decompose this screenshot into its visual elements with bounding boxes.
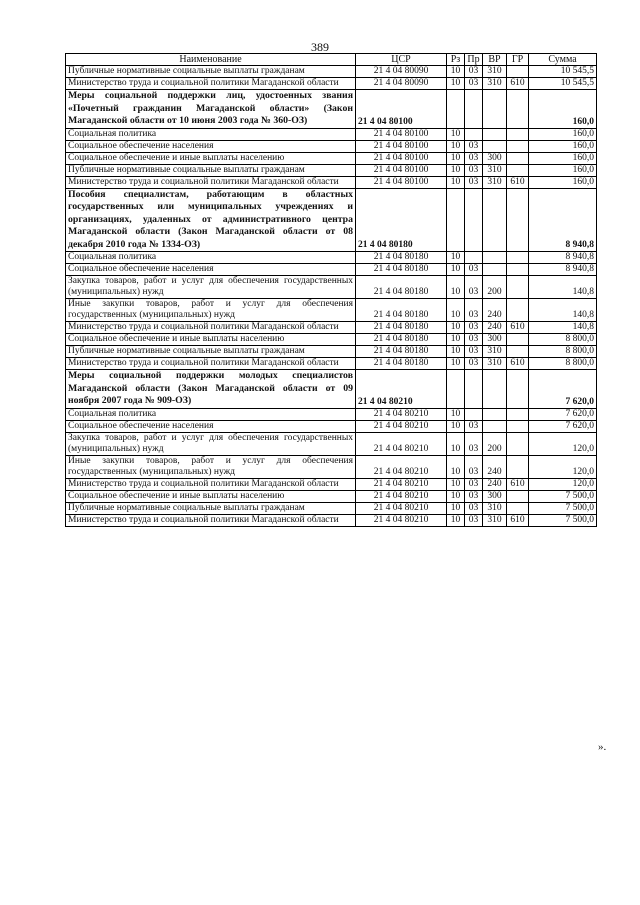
row-csr: 21 4 04 80180 bbox=[356, 299, 447, 322]
row-sum: 8 800,0 bbox=[529, 346, 597, 358]
row-pr bbox=[465, 252, 483, 264]
row-gr bbox=[507, 502, 529, 514]
row-vr: 240 bbox=[483, 455, 507, 478]
row-pr bbox=[465, 128, 483, 140]
row-vr bbox=[483, 90, 507, 129]
row-gr bbox=[507, 455, 529, 478]
row-rz: 10 bbox=[447, 346, 465, 358]
row-pr: 03 bbox=[465, 66, 483, 78]
row-sum: 160,0 bbox=[529, 90, 597, 129]
row-vr: 310 bbox=[483, 514, 507, 526]
row-csr: 21 4 04 80180 bbox=[356, 322, 447, 334]
row-csr: 21 4 04 80180 bbox=[356, 334, 447, 346]
row-gr bbox=[507, 370, 529, 409]
table-row bbox=[66, 346, 597, 358]
row-gr bbox=[507, 164, 529, 176]
row-pr: 03 bbox=[465, 78, 483, 90]
row-vr: 310 bbox=[483, 66, 507, 78]
row-csr: 21 4 04 80180 bbox=[356, 346, 447, 358]
row-name: Закупка товаров, работ и услуг для обеспечения государственных (муниципальных) нужд bbox=[66, 432, 356, 455]
row-name: Социальное обеспечение и иные выплаты населению bbox=[66, 152, 356, 164]
row-vr bbox=[483, 128, 507, 140]
table-row bbox=[66, 478, 597, 490]
row-sum: 160,0 bbox=[529, 140, 597, 152]
row-csr: 21 4 04 80180 bbox=[356, 264, 447, 276]
row-sum: 120,0 bbox=[529, 455, 597, 478]
row-rz: 10 bbox=[447, 420, 465, 432]
row-name: Пособия специалистам, работающим в областных государственных или муниципальных учреждениях и организациях, удаленных от административного центра Магаданской области (Закон Магаданской области от 08 декабря 2010 года № 1334-ОЗ) bbox=[66, 188, 356, 252]
row-gr: 610 bbox=[507, 78, 529, 90]
row-pr: 03 bbox=[465, 478, 483, 490]
row-pr bbox=[465, 90, 483, 129]
row-gr: 610 bbox=[507, 478, 529, 490]
row-sum: 8 940,8 bbox=[529, 188, 597, 252]
table-row bbox=[66, 176, 597, 188]
row-name: Министерство труда и социальной политики Магаданской области bbox=[66, 78, 356, 90]
row-name: Социальное обеспечение и иные выплаты населению bbox=[66, 334, 356, 346]
row-vr: 300 bbox=[483, 152, 507, 164]
row-gr bbox=[507, 334, 529, 346]
row-rz: 10 bbox=[447, 502, 465, 514]
row-csr: 21 4 04 80210 bbox=[356, 455, 447, 478]
row-pr bbox=[465, 370, 483, 409]
row-sum: 160,0 bbox=[529, 152, 597, 164]
row-sum: 10 545,5 bbox=[529, 66, 597, 78]
row-sum: 7 620,0 bbox=[529, 420, 597, 432]
row-vr: 310 bbox=[483, 176, 507, 188]
row-rz: 10 bbox=[447, 514, 465, 526]
row-vr: 240 bbox=[483, 299, 507, 322]
table-row bbox=[66, 358, 597, 370]
row-vr bbox=[483, 188, 507, 252]
row-rz: 10 bbox=[447, 176, 465, 188]
row-csr: 21 4 04 80210 bbox=[356, 514, 447, 526]
table-row bbox=[66, 432, 597, 455]
row-pr: 03 bbox=[465, 152, 483, 164]
row-rz bbox=[447, 370, 465, 409]
row-name: Закупка товаров, работ и услуг для обеспечения государственных (муниципальных) нужд bbox=[66, 276, 356, 299]
row-pr: 03 bbox=[465, 514, 483, 526]
row-rz: 10 bbox=[447, 78, 465, 90]
table-row bbox=[66, 78, 597, 90]
row-gr bbox=[507, 420, 529, 432]
table-row bbox=[66, 140, 597, 152]
table-row bbox=[66, 408, 597, 420]
table-row bbox=[66, 128, 597, 140]
row-name: Социальная политика bbox=[66, 128, 356, 140]
row-sum: 160,0 bbox=[529, 176, 597, 188]
page-number: 389 bbox=[311, 40, 329, 54]
table-header-row bbox=[66, 54, 597, 66]
row-name: Социальное обеспечение и иные выплаты населению bbox=[66, 490, 356, 502]
row-csr: 21 4 04 80210 bbox=[356, 490, 447, 502]
row-csr: 21 4 04 80210 bbox=[356, 370, 447, 409]
row-name: Социальное обеспечение населения bbox=[66, 264, 356, 276]
row-sum: 160,0 bbox=[529, 164, 597, 176]
row-sum: 7 620,0 bbox=[529, 408, 597, 420]
row-rz: 10 bbox=[447, 490, 465, 502]
table-row bbox=[66, 66, 597, 78]
table-row bbox=[66, 164, 597, 176]
row-name: Иные закупки товаров, работ и услуг для обеспечения государственных (муниципальных) нужд bbox=[66, 299, 356, 322]
row-name: Меры социальной поддержки лиц, удостоенных звания «Почетный гражданин Магаданской области» (Закон Магаданской области от 10 июня 2003 года № 360-ОЗ) bbox=[66, 90, 356, 129]
row-csr: 21 4 04 80100 bbox=[356, 140, 447, 152]
row-rz: 10 bbox=[447, 164, 465, 176]
closing-quote: ». bbox=[598, 741, 607, 753]
row-gr bbox=[507, 490, 529, 502]
row-name: Министерство труда и социальной политики Магаданской области bbox=[66, 322, 356, 334]
row-vr bbox=[483, 408, 507, 420]
row-vr: 310 bbox=[483, 78, 507, 90]
table-row bbox=[66, 152, 597, 164]
table-body bbox=[66, 66, 597, 527]
table-row bbox=[66, 502, 597, 514]
row-gr bbox=[507, 152, 529, 164]
row-rz: 10 bbox=[447, 152, 465, 164]
table-row bbox=[66, 299, 597, 322]
row-vr: 200 bbox=[483, 276, 507, 299]
row-pr: 03 bbox=[465, 432, 483, 455]
row-sum: 8 800,0 bbox=[529, 358, 597, 370]
row-sum: 7 620,0 bbox=[529, 370, 597, 409]
row-csr: 21 4 04 80090 bbox=[356, 78, 447, 90]
table-row bbox=[66, 514, 597, 526]
row-sum: 160,0 bbox=[529, 128, 597, 140]
row-gr bbox=[507, 90, 529, 129]
row-csr: 21 4 04 80090 bbox=[356, 66, 447, 78]
row-pr bbox=[465, 408, 483, 420]
row-pr: 03 bbox=[465, 490, 483, 502]
row-name: Министерство труда и социальной политики Магаданской области bbox=[66, 478, 356, 490]
row-csr: 21 4 04 80100 bbox=[356, 90, 447, 129]
row-pr: 03 bbox=[465, 334, 483, 346]
row-sum: 120,0 bbox=[529, 432, 597, 455]
row-vr: 240 bbox=[483, 478, 507, 490]
row-csr: 21 4 04 80210 bbox=[356, 478, 447, 490]
row-name: Министерство труда и социальной политики Магаданской области bbox=[66, 514, 356, 526]
table-row bbox=[66, 276, 597, 299]
row-name: Социальное обеспечение населения bbox=[66, 140, 356, 152]
row-pr: 03 bbox=[465, 299, 483, 322]
row-gr bbox=[507, 299, 529, 322]
row-csr: 21 4 04 80210 bbox=[356, 502, 447, 514]
row-gr: 610 bbox=[507, 358, 529, 370]
row-sum: 8 940,8 bbox=[529, 252, 597, 264]
row-pr: 03 bbox=[465, 346, 483, 358]
row-vr: 310 bbox=[483, 346, 507, 358]
row-rz bbox=[447, 188, 465, 252]
row-gr: 610 bbox=[507, 322, 529, 334]
row-csr: 21 4 04 80100 bbox=[356, 128, 447, 140]
table-row bbox=[66, 322, 597, 334]
row-name: Социальная политика bbox=[66, 408, 356, 420]
row-rz: 10 bbox=[447, 478, 465, 490]
table-row bbox=[66, 370, 597, 409]
row-sum: 8 800,0 bbox=[529, 334, 597, 346]
row-gr bbox=[507, 346, 529, 358]
row-vr bbox=[483, 264, 507, 276]
row-rz: 10 bbox=[447, 455, 465, 478]
row-sum: 140,8 bbox=[529, 299, 597, 322]
row-vr: 310 bbox=[483, 502, 507, 514]
row-rz: 10 bbox=[447, 276, 465, 299]
row-gr bbox=[507, 276, 529, 299]
row-vr: 310 bbox=[483, 358, 507, 370]
row-name: Иные закупки товаров, работ и услуг для обеспечения государственных (муниципальных) нужд bbox=[66, 455, 356, 478]
table-row bbox=[66, 455, 597, 478]
row-sum: 140,8 bbox=[529, 276, 597, 299]
row-gr: 610 bbox=[507, 176, 529, 188]
row-gr bbox=[507, 188, 529, 252]
row-vr bbox=[483, 252, 507, 264]
row-rz: 10 bbox=[447, 140, 465, 152]
row-csr: 21 4 04 80180 bbox=[356, 358, 447, 370]
row-rz: 10 bbox=[447, 432, 465, 455]
row-gr bbox=[507, 128, 529, 140]
header-name: Наименование bbox=[66, 54, 356, 66]
table-row bbox=[66, 264, 597, 276]
row-name: Социальная политика bbox=[66, 252, 356, 264]
row-rz: 10 bbox=[447, 264, 465, 276]
row-vr: 310 bbox=[483, 164, 507, 176]
row-rz: 10 bbox=[447, 128, 465, 140]
row-rz: 10 bbox=[447, 322, 465, 334]
row-csr: 21 4 04 80100 bbox=[356, 164, 447, 176]
row-name: Меры социальной поддержки молодых специалистов Магаданской области (Закон Магаданской области от 09 ноября 2007 года № 909-ОЗ) bbox=[66, 370, 356, 409]
row-name: Публичные нормативные социальные выплаты гражданам bbox=[66, 502, 356, 514]
row-gr bbox=[507, 264, 529, 276]
table-row bbox=[66, 490, 597, 502]
row-rz: 10 bbox=[447, 299, 465, 322]
row-pr: 03 bbox=[465, 164, 483, 176]
row-pr: 03 bbox=[465, 276, 483, 299]
row-name: Публичные нормативные социальные выплаты гражданам bbox=[66, 66, 356, 78]
table-row bbox=[66, 420, 597, 432]
row-csr: 21 4 04 80180 bbox=[356, 276, 447, 299]
row-vr: 300 bbox=[483, 334, 507, 346]
header-csr: ЦСР bbox=[356, 54, 447, 66]
row-name: Публичные нормативные социальные выплаты гражданам bbox=[66, 346, 356, 358]
row-sum: 8 940,8 bbox=[529, 264, 597, 276]
row-sum: 7 500,0 bbox=[529, 514, 597, 526]
table-row bbox=[66, 188, 597, 252]
row-rz: 10 bbox=[447, 358, 465, 370]
row-pr: 03 bbox=[465, 420, 483, 432]
row-pr bbox=[465, 188, 483, 252]
row-vr bbox=[483, 420, 507, 432]
row-pr: 03 bbox=[465, 358, 483, 370]
row-pr: 03 bbox=[465, 264, 483, 276]
row-sum: 140,8 bbox=[529, 322, 597, 334]
row-name: Министерство труда и социальной политики Магаданской области bbox=[66, 176, 356, 188]
budget-table bbox=[65, 53, 597, 527]
row-gr bbox=[507, 408, 529, 420]
row-rz: 10 bbox=[447, 252, 465, 264]
row-vr: 240 bbox=[483, 322, 507, 334]
table-row bbox=[66, 252, 597, 264]
row-csr: 21 4 04 80180 bbox=[356, 252, 447, 264]
row-sum: 7 500,0 bbox=[529, 490, 597, 502]
row-csr: 21 4 04 80180 bbox=[356, 188, 447, 252]
table-row bbox=[66, 334, 597, 346]
row-name: Социальное обеспечение населения bbox=[66, 420, 356, 432]
row-vr bbox=[483, 370, 507, 409]
row-vr: 300 bbox=[483, 490, 507, 502]
header-pr: Пр bbox=[465, 54, 483, 66]
row-csr: 21 4 04 80210 bbox=[356, 432, 447, 455]
row-rz bbox=[447, 90, 465, 129]
row-sum: 10 545,5 bbox=[529, 78, 597, 90]
row-csr: 21 4 04 80210 bbox=[356, 420, 447, 432]
row-csr: 21 4 04 80100 bbox=[356, 152, 447, 164]
row-vr: 200 bbox=[483, 432, 507, 455]
row-csr: 21 4 04 80210 bbox=[356, 408, 447, 420]
row-pr: 03 bbox=[465, 502, 483, 514]
row-csr: 21 4 04 80100 bbox=[356, 176, 447, 188]
row-pr: 03 bbox=[465, 455, 483, 478]
header-sum: Сумма bbox=[529, 54, 597, 66]
row-gr bbox=[507, 140, 529, 152]
row-sum: 120,0 bbox=[529, 478, 597, 490]
table-row bbox=[66, 90, 597, 129]
header-vr: ВР bbox=[483, 54, 507, 66]
row-sum: 7 500,0 bbox=[529, 502, 597, 514]
row-rz: 10 bbox=[447, 334, 465, 346]
row-gr bbox=[507, 252, 529, 264]
row-rz: 10 bbox=[447, 66, 465, 78]
row-gr: 610 bbox=[507, 514, 529, 526]
row-rz: 10 bbox=[447, 408, 465, 420]
row-pr: 03 bbox=[465, 176, 483, 188]
row-name: Публичные нормативные социальные выплаты гражданам bbox=[66, 164, 356, 176]
header-gr: ГР bbox=[507, 54, 529, 66]
row-pr: 03 bbox=[465, 322, 483, 334]
row-pr: 03 bbox=[465, 140, 483, 152]
row-vr bbox=[483, 140, 507, 152]
row-gr bbox=[507, 66, 529, 78]
row-name: Министерство труда и социальной политики Магаданской области bbox=[66, 358, 356, 370]
row-gr bbox=[507, 432, 529, 455]
header-rz: Рз bbox=[447, 54, 465, 66]
